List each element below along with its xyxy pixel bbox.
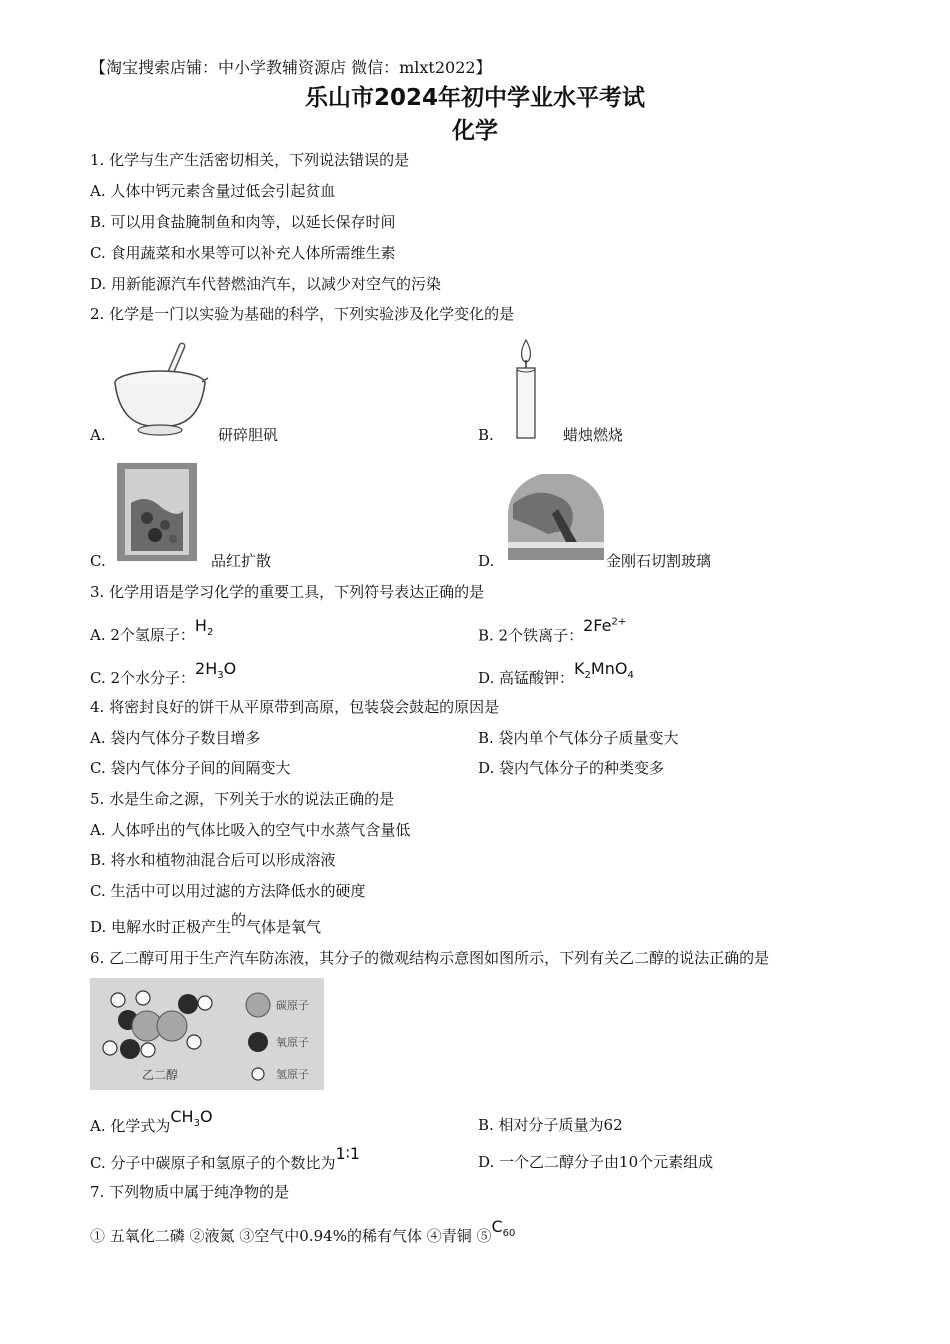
q3-option-b [478,616,627,645]
q5-option-b: B. 将水和植物油混合后可以形成溶液 [90,851,336,869]
q3-stem: 3. 化学用语是学习化学的重要工具，下列符号表达正确的是 [90,583,485,601]
subject-title: 化学 [452,118,498,144]
diamond-cutting-photo [508,474,604,560]
q2-option-c-letter: C. [90,552,106,570]
q2-option-b-letter: B. [478,426,494,444]
q6-stem: 6. 乙二醇可用于生产汽车防冻液，其分子的微观结构示意图如图所示，下列有关乙二醇的说法正确的是 [90,949,770,967]
mortar-pestle-image [110,338,210,438]
q2-stem: 2. 化学是一门以实验为基础的科学，下列实验涉及化学变化的是 [90,305,515,323]
q3-option-c-text: C. 2个水分子： [90,669,196,687]
q1-stem: 1. 化学与生产生活密切相关，下列说法错误的是 [90,151,410,169]
q1-option-b: B. 可以用食盐腌制鱼和肉等，以延长保存时间 [90,213,396,231]
q6-option-d: D. 一个乙二醇分子由10个元素组成 [478,1153,714,1171]
q5-option-d-part2: 的 [231,911,247,929]
q6-option-a-text: A. 化学式为 [90,1117,171,1135]
ratio-1-1: 1∶1 [335,1144,361,1163]
q5-option-d [90,911,322,936]
q4-option-c: C. 袋内气体分子间的间隔变大 [90,759,291,777]
q4-option-d: D. 袋内气体分子的种类变多 [478,759,665,777]
q2-option-a-letter: A. [90,426,106,444]
page-title: 乐山市2024年初中学业水平考试 [304,85,645,111]
q4-option-a: A. 袋内气体分子数目增多 [90,729,261,747]
q7-options [90,1217,516,1248]
q3-option-a [90,616,214,647]
q3-option-c [90,659,237,690]
q4-stem: 4. 将密封良好的饼干从平原带到高原，包装袋会鼓起的原因是 [90,698,500,716]
legend-oxygen-label: 氧原子 [276,1036,309,1049]
q2-option-c-caption: 品红扩散 [211,552,272,570]
q2-option-d-caption: 金刚石切割玻璃 [606,552,712,570]
formula-ch3o: $CH_3O$ [170,1107,213,1130]
q2-option-b-caption: 蜡烛燃烧 [563,426,624,444]
ethylene-glycol-figure [90,978,324,1090]
q3-option-d [478,659,634,690]
q3-option-b-text: B. 2个铁离子： [478,626,584,645]
legend-carbon-label: 碳原子 [276,999,309,1012]
q1-option-d: D. 用新能源汽车代替燃油汽车，以减少对空气的污染 [90,275,442,293]
candle-image [508,338,544,440]
q5-option-c: C. 生活中可以用过滤的方法降低水的硬度 [90,882,366,900]
q3-option-a-text: A. 2个氢原子： [90,626,195,644]
q3-option-d-text: D. 高锰酸钾： [478,669,575,687]
diffusion-beaker-photo [117,463,197,561]
formula-h2: $H_2$ [194,616,214,639]
q6-option-c [90,1144,361,1172]
formula-2fe2plus: $2Fe^{2+}$ [583,616,627,636]
q5-option-d-part3: 气体是氧气 [246,918,322,936]
q5-stem: 5. 水是生命之源，下列关于水的说法正确的是 [90,790,395,808]
q2-option-a-caption: 研碎胆矾 [218,426,279,444]
q6-option-b: B. 相对分子质量为62 [478,1116,623,1134]
q5-option-a: A. 人体呼出的气体比吸入的空气中水蒸气含量低 [90,821,411,839]
q6-option-c-text: C. 分子中碳原子和氢原子的个数比为 [90,1154,336,1172]
q1-option-c: C. 食用蔬菜和水果等可以补充人体所需维生素 [90,244,396,262]
formula-k2mno4: $K_2MnO_4$ [574,659,634,682]
q7-stem: 7. 下列物质中属于纯净物的是 [90,1183,290,1201]
q2-option-d-letter: D. [478,552,495,570]
q6-option-a [90,1107,213,1138]
q5-option-d-part1: D. 电解水时正极产生 [90,918,232,936]
formula-2h3o: $2H_3O$ [195,659,237,682]
legend-hydrogen-label: 氢原子 [276,1068,309,1081]
formula-c60: $C_{60}$ [491,1217,516,1240]
q1-option-a: A. 人体中钙元素含量过低会引起贫血 [90,182,336,200]
q4-option-b: B. 袋内单个气体分子质量变大 [478,729,679,747]
q7-options-text: ① 五氧化二磷 ②液氮 ③空气中0.94%的稀有气体 ④青铜 ⑤ [90,1227,492,1245]
header-note: 【淘宝搜索店铺：中小学教辅资源店 微信：mlxt2022】 [90,58,492,77]
figure-name-label: 乙二醇 [141,1068,179,1082]
